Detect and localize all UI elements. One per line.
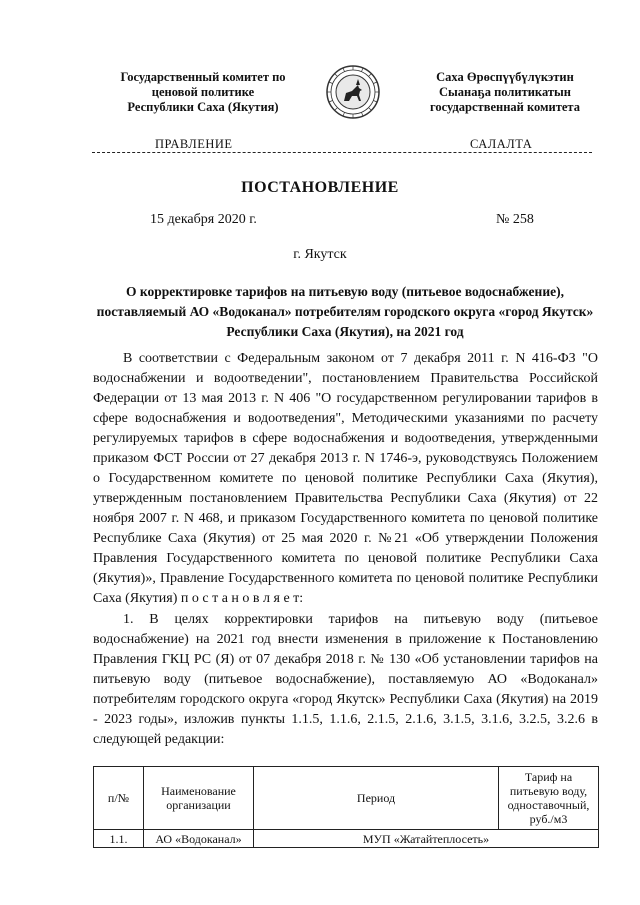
cell-organization: АО «Водоканал» [144,830,254,848]
tariff-table [93,766,599,848]
header-right-line: Саха Өрөспүүбүлүкэтин [436,70,574,84]
header-left-line: Республики Саха (Якутия) [127,100,279,114]
header-left-line: ценовой политике [151,85,255,99]
document-title: ПОСТАНОВЛЕНИЕ [241,179,399,196]
col-header-tariff: Тариф на питьевую воду, одноставочный, руб./м3 [499,767,599,830]
col-header-period: Период [254,767,499,830]
document-city: г. Якутск [293,247,347,262]
department-right: САЛАЛТА [470,137,533,151]
cell-merged: МУП «Жатайтеплосеть» [254,830,599,848]
body-paragraph-1: В соответствии с Федеральным законом от 7 декабря 2011 г. N 416-ФЗ "О водоснабжении и водоотведении", постановлением Правительства Российской Федерации от 13 мая 2013 г. N 406 "О государственном регулировании тарифов в сфере водоснабжения и водоотведения", Методическими указаниями по расчету регулируемых тарифов в сфере водоснабжения и водоотведения, утвержденными приказом ФСТ России от 27 декабря 2013 г. N 1746-э, руководствуясь Положением о Государственном комитете по ценовой политике Республики Саха (Якутия), утвержденным постановлением Правительства Республики Саха (Якутия) от 22 ноября 2007 г. N 468, и приказом Государственного комитета по ценовой политике Республике Саха (Якутия) от 25 мая 2020 г. №21 «Об утверждении Положения Правления Государственного комитета по ценовой политике Республики Саха (Якутия)», Правление Государственного комитета по ценовой политике Республики Саха (Якутия) п о с т а н о в л я е т: [93,351,598,606]
document-number: № 258 [496,212,534,227]
table-header-row [94,767,599,830]
cell-number: 1.1. [94,830,144,848]
coat-of-arms-icon [325,64,381,120]
document-subject: О корректировке тарифов на питьевую воду (питьевое водоснабжение), поставляемый АО «Водоканал» потребителям городского округа «город Якутск» Республики Саха (Якутия), на 2021 год [96,284,594,339]
header-divider [92,152,592,153]
header-left-line: Государственный комитет по [120,70,286,84]
col-header-organization: Наименование организации [144,767,254,830]
document-date: 15 декабря 2020 г. [150,212,257,227]
department-left: ПРАВЛЕНИЕ [155,137,233,151]
table-row [94,830,599,848]
col-header-number: п/№ [94,767,144,830]
header-right-line: Сыанаҕа политикатын [439,85,571,99]
header-left-org [105,70,301,115]
header-right-line: государственнай комитета [430,100,580,114]
header-right-org [405,70,605,115]
body-paragraph-2: 1. В целях корректировки тарифов на питьевую воду (питьевое водоснабжение) на 2021 год внести изменения в приложение к Постановлению Правления ГКЦ РС (Я) от 07 декабря 2018 г. № 130 «Об установлении тарифов на питьевую воду (питьевое водоснабжение), поставляемую АО «Водоканал» потребителям городского округа «город Якутск» Республики Саха (Якутия) на 2019 - 2023 годы», изложив пункты 1.1.5, 1.1.6, 2.1.5, 2.1.6, 3.1.5, 3.1.6, 3.2.5, 3.2.6 в следующей редакции: [93,612,598,747]
